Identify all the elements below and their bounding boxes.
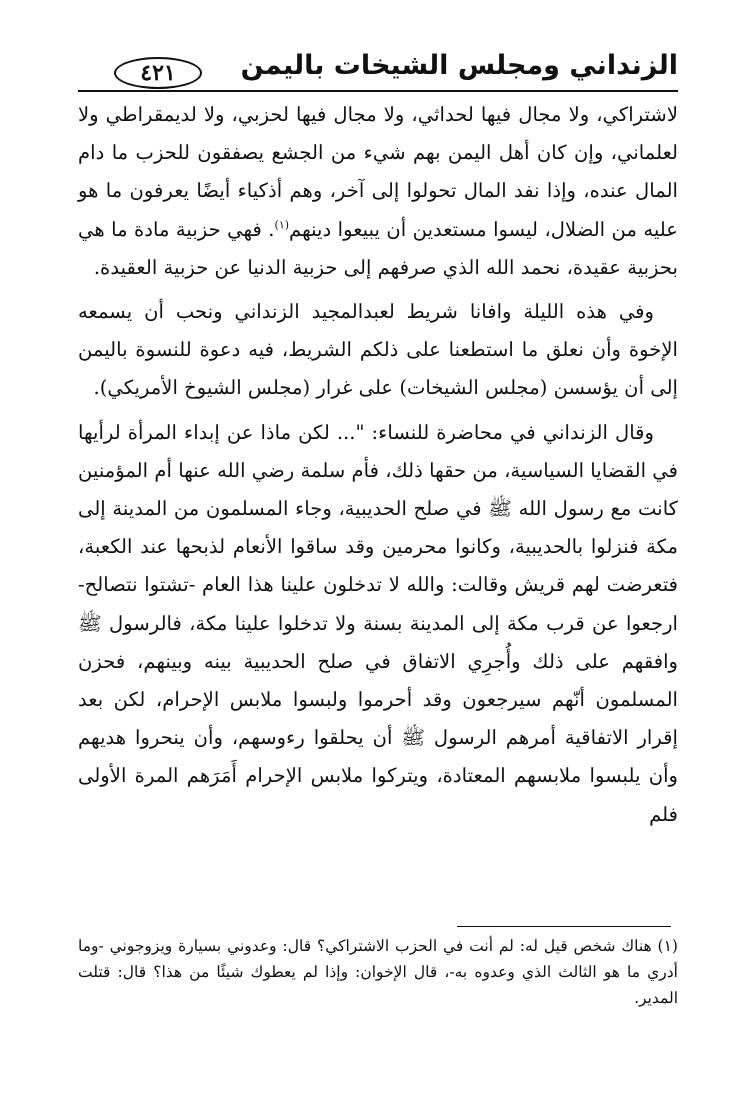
footnote-reference[interactable]: (١) bbox=[274, 218, 290, 232]
paragraph: وفي هذه الليلة وافانا شريط لعبدالمجيد الزنداني ونحب أن يسمعه الإخوة وأن نعلق ما استطعنا على ذلكم الشريط، فيه دعوة للنسوة باليمن إلى أن يؤسسن (مجلس الشيخات) على غرار (مجلس الشيوخ الأمريكي). bbox=[78, 300, 678, 400]
paragraph-text: لاشتراكي، ولا مجال فيها لحداثي، ولا مجال فيها لحزبي، ولا لديمقراطي ولا لعلماني، وإن كان أهل اليمن بهم شيء من الجشع يصفقون للحزب ما دام المال عنده، وإذا نفد المال تحولوا إلى آخر، وهم أذكياء أيضًا يعرفون ما هو عليه من الضلال، ليسوا مستعدين أن يبيعوا دينهم bbox=[78, 103, 678, 241]
paragraph-text: . فهي حزبية مادة ما هي بحزبية عقيدة، نحمد الله الذي صرفهم إلى حزبية الدنيا عن حزبية العقيدة. bbox=[78, 217, 678, 279]
header-rule bbox=[78, 90, 678, 92]
body-text bbox=[78, 96, 678, 840]
running-title: الزنداني ومجلس الشيخات باليمن bbox=[240, 50, 678, 81]
footnote-separator bbox=[457, 926, 671, 927]
footnotes bbox=[78, 933, 678, 1011]
paragraph bbox=[78, 96, 678, 287]
footnote bbox=[78, 933, 678, 1011]
page-number: ٤٢١ bbox=[114, 57, 202, 89]
footnote-marker: (١) bbox=[657, 937, 678, 955]
footnote-text: هناك شخص قيل له: لم أنت في الحزب الاشتراكي؟ قال: وعدوني بسيارة ويزوجوني -وما أدري ما هو الثالث الذي وعدوه به-، قال الإخوان: وإذا لم يعطوك شيئًا من هذا؟ قال: قتلت المدير. bbox=[78, 937, 678, 1007]
paragraph: وقال الزنداني في محاضرة للنساء: "... لكن ماذا عن إبداء المرأة لرأيها في القضايا السياسية، من حقها ذلك، فأم سلمة رضي الله عنها أم المؤمنين كانت مع رسول الله ﷺ في صلح الحديبية، وجاء المسلمون من المدينة إلى مكة فنزلوا بالحديبية، وكانوا محرمين وقد ساقوا الأنعام لذبحها عند الكعبة، فتعرضت لهم قريش وقالت: والله لا تدخلون علينا هذا العام -تشتوا نتصالح- ارجعوا عن قرب مكة إلى المدينة بسنة ولا تدخلوا علينا مكة، فالرسول ﷺ وافقهم على ذلك وأُجرِي الاتفاق في صلح الحديبية بينه وبينهم، فحزن المسلمون أنّهم سيرجعون وقد أحرموا ولبسوا ملابس الإحرام، لكن بعد إقرار الاتفاقية أمرهم الرسول ﷺ أن يحلقوا رءوسهم، وأن ينحروا هديهم وأن يلبسوا ملابسهم المعتادة، ويتركوا ملابس الإحرام أَمَرَهم المرة الأولى فلم bbox=[78, 420, 678, 826]
page-header bbox=[78, 48, 678, 88]
